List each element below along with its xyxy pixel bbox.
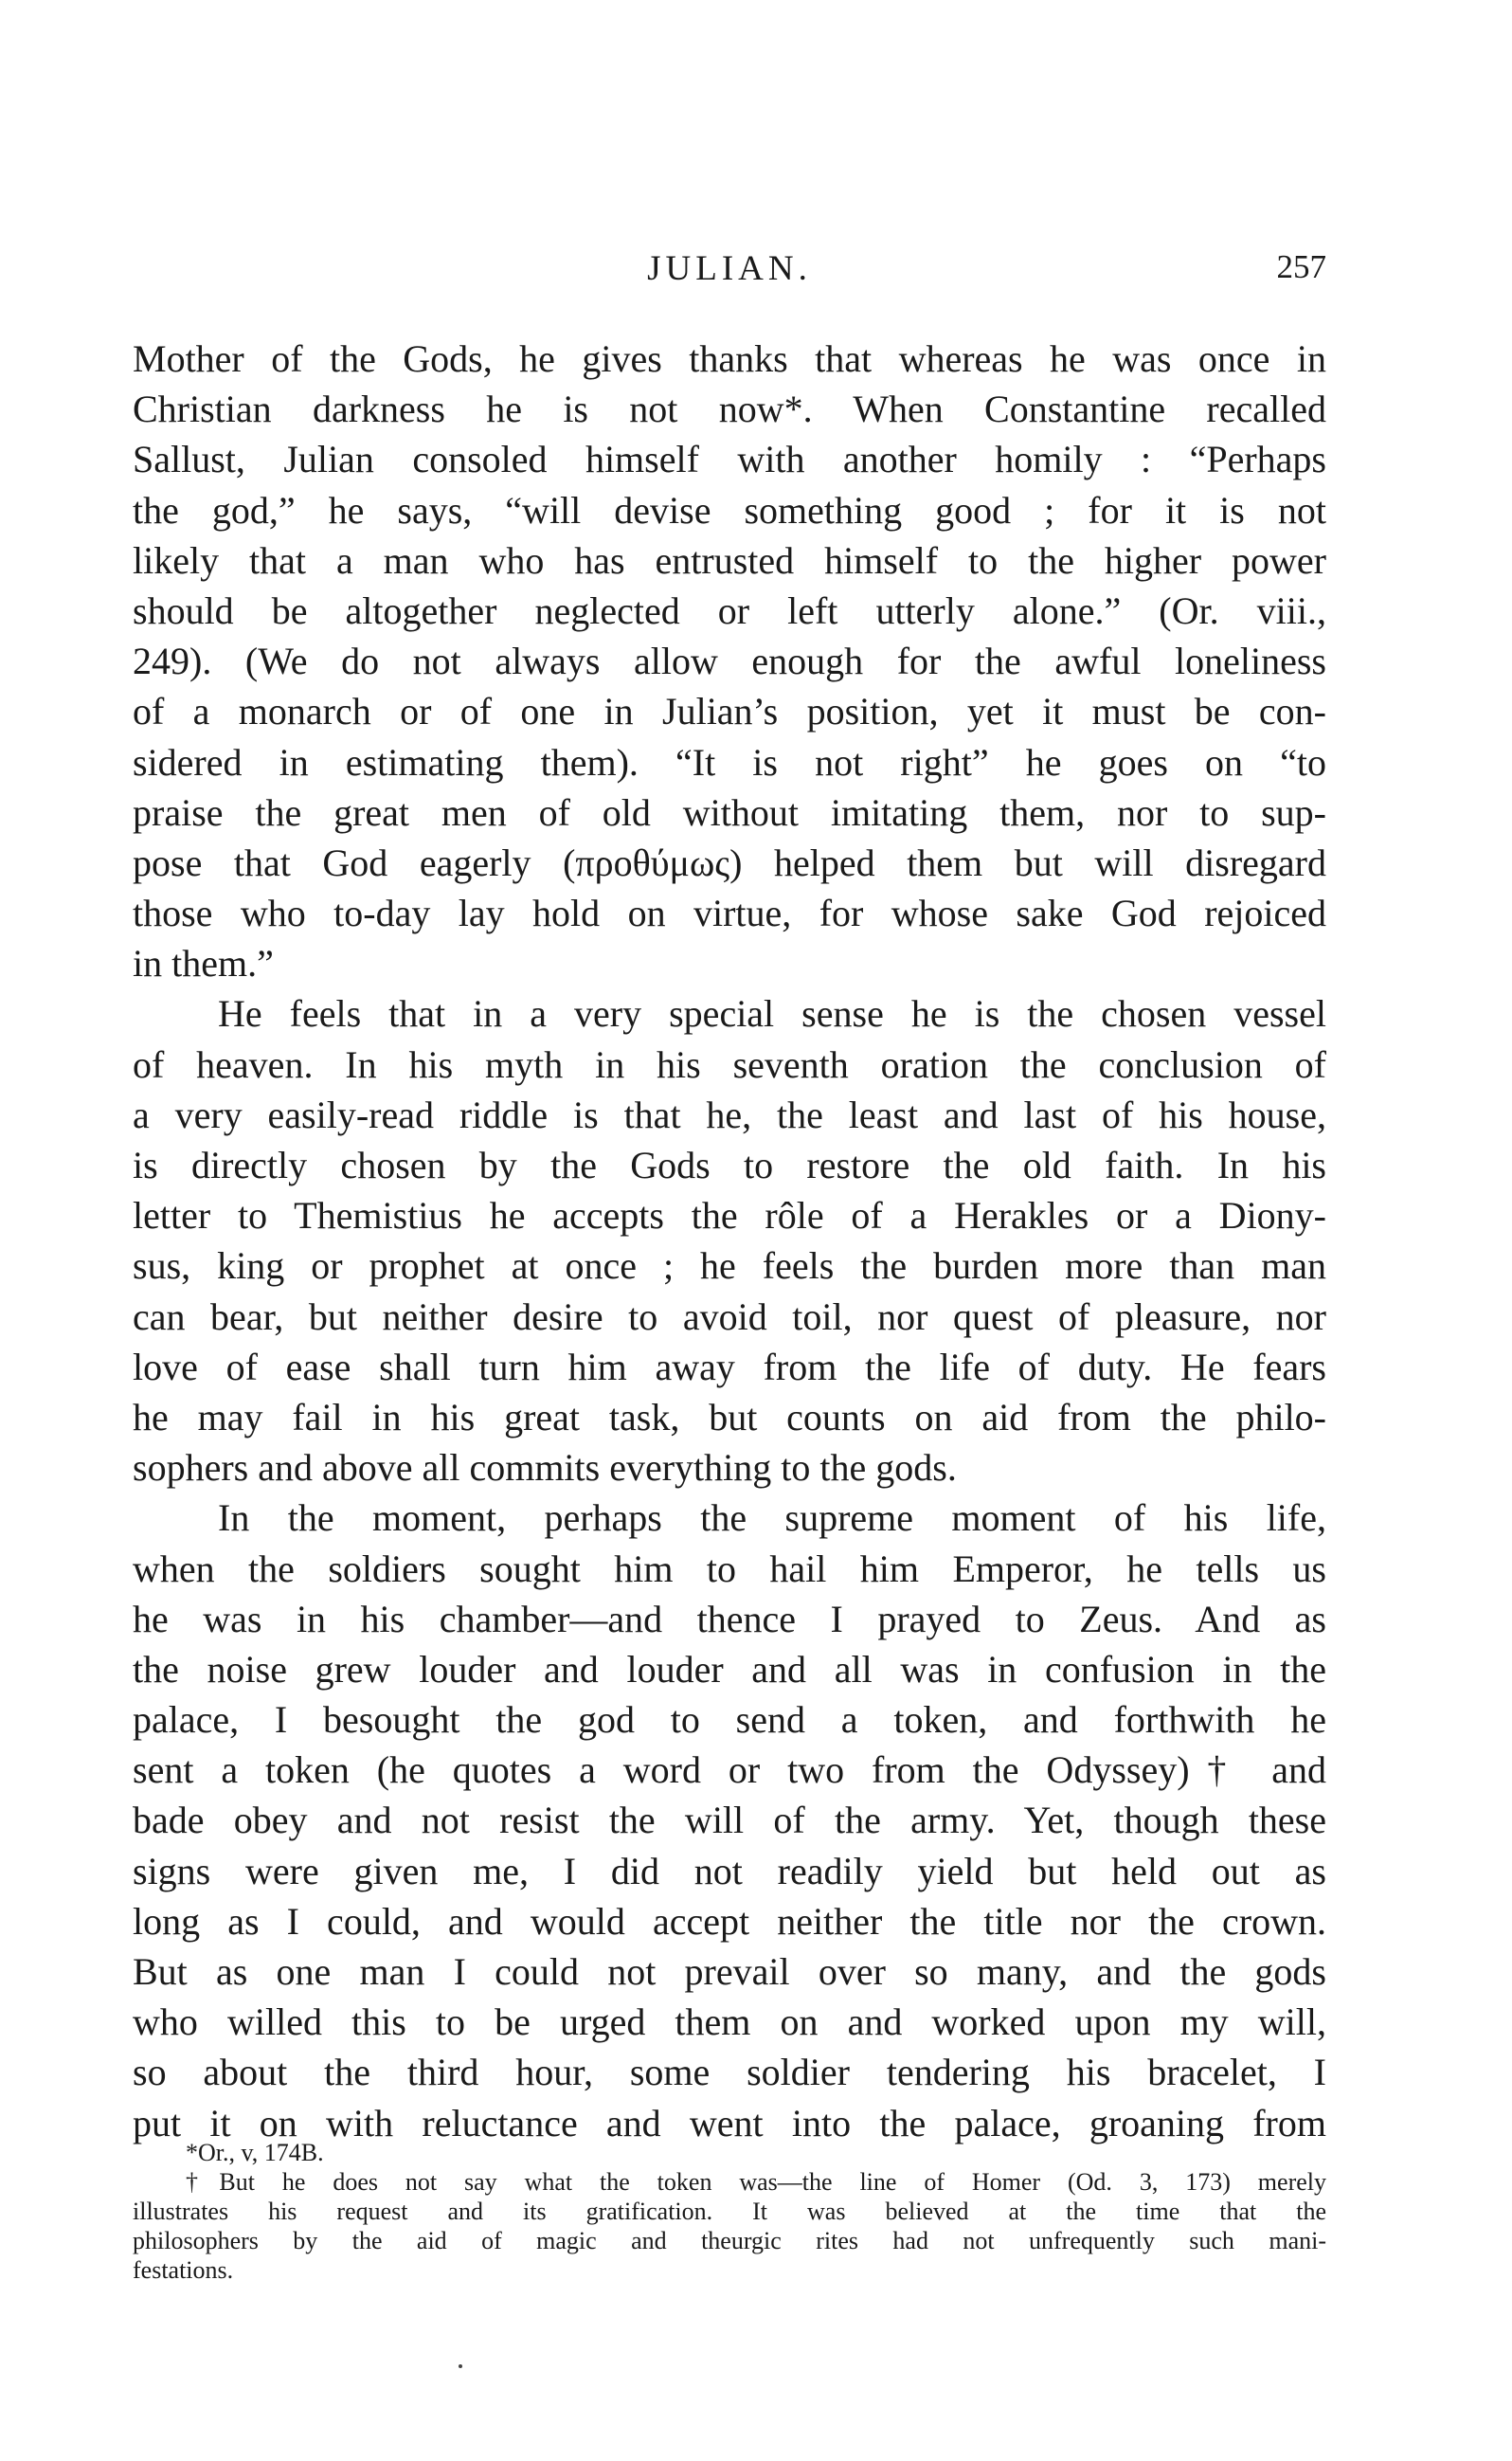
text-line: 249). (We do not always allow enough for the awful loneliness — [133, 640, 1326, 683]
text-line: likely that a man who has entrusted himself to the higher power — [133, 538, 1326, 582]
text-line: letter to Themistius he accepts the rôle of a Herakles or a Diony- — [133, 1194, 1326, 1238]
text-line: of a monarch or of one in Julian’s position, yet it must be con- — [133, 690, 1326, 733]
text-line: praise the great men of old without imitating them, nor to sup- — [133, 790, 1326, 834]
footnotes — [133, 2138, 1326, 2285]
footnote-line: †But he does not say what the token was—the line of Homer (Od. 3, 173) merely — [186, 2168, 1326, 2196]
text-line: Christian darkness he is not now*. When Constantine recalled — [133, 388, 1326, 431]
footnote-line: illustrates his request and its gratification. It was believed at the time that the — [133, 2198, 1326, 2225]
text-line: long as I could, and would accept neither the title nor the crown. — [133, 1899, 1326, 1943]
text-line: sidered in estimating them). “It is not right” he goes on “to — [133, 740, 1326, 784]
text-line: love of ease shall turn him away from the life of duty. He fears — [133, 1345, 1326, 1388]
body-text — [133, 334, 1326, 2148]
text-line: sent a token (he quotes a word or two from the Odyssey)† and — [133, 1748, 1326, 1792]
text-line: when the soldiers sought him to hail him Emperor, he tells us — [133, 1547, 1326, 1590]
text-line: Mother of the Gods, he gives thanks that whereas he was once in — [133, 337, 1326, 380]
running-head — [133, 248, 1326, 296]
text-line: who willed this to be urged them on and worked upon my will, — [133, 2000, 1326, 2044]
text-line: sophers and above all commits everything to the gods. — [133, 1446, 957, 1490]
ink-speck — [459, 2364, 462, 2368]
text-line: the noise grew louder and louder and all was in confusion in the — [133, 1647, 1326, 1691]
text-line: bade obey and not resist the will of the army. Yet, though these — [133, 1799, 1326, 1842]
text-line: of heaven. In his myth in his seventh oration the conclusion of — [133, 1042, 1326, 1086]
page-number: 257 — [1276, 248, 1326, 285]
text-line: the god,” he says, “will devise something good ; for it is not — [133, 488, 1326, 532]
text-line: he may fail in his great task, but counts on aid from the philo- — [133, 1395, 1326, 1439]
footnote-line: philosophers by the aid of magic and theurgic rites had not unfrequently such mani- — [133, 2227, 1326, 2254]
text-line: is directly chosen by the Gods to restore the old faith. In his — [133, 1144, 1326, 1186]
text-line: sus, king or prophet at once ; he feels the burden more than man — [133, 1244, 1326, 1288]
text-line: put it on with reluctance and went into the palace, groaning from — [133, 2101, 1326, 2144]
paragraph-first-line: In the moment, perhaps the supreme moment of his life, — [218, 1496, 1326, 1540]
paragraph-first-line: He feels that in a very special sense he is the chosen vessel — [218, 992, 1326, 1036]
running-title: JULIAN. — [647, 249, 812, 288]
text-line: palace, I besought the god to send a token, and forthwith he — [133, 1698, 1326, 1742]
text-line: should be altogether neglected or left utterly alone.” (Or. viii., — [133, 588, 1326, 632]
text-line: a very easily-read riddle is that he, the least and last of his house, — [133, 1093, 1326, 1136]
footnote-line: *Or., v, 174B. — [186, 2139, 324, 2166]
text-line: pose that God eagerly (προθύμως) helped them but will disregard — [133, 841, 1326, 884]
text-line: in them.” — [133, 942, 274, 986]
text-line: But as one man I could not prevail over so many, and the gods — [133, 1950, 1326, 1993]
text-line: so about the third hour, some soldier tendering his bracelet, I — [133, 2051, 1326, 2094]
text-line: Sallust, Julian consoled himself with another homily : “Perhaps — [133, 438, 1326, 481]
text-line: those who to-day lay hold on virtue, for whose sake God rejoiced — [133, 892, 1326, 935]
text-line: he was in his chamber—and thence I prayed to Zeus. And as — [133, 1597, 1326, 1640]
text-line: can bear, but neither desire to avoid toil, nor quest of pleasure, nor — [133, 1294, 1326, 1338]
text-line: signs were given me, I did not readily yield but held out as — [133, 1849, 1326, 1892]
footnote-line: festations. — [133, 2256, 234, 2284]
